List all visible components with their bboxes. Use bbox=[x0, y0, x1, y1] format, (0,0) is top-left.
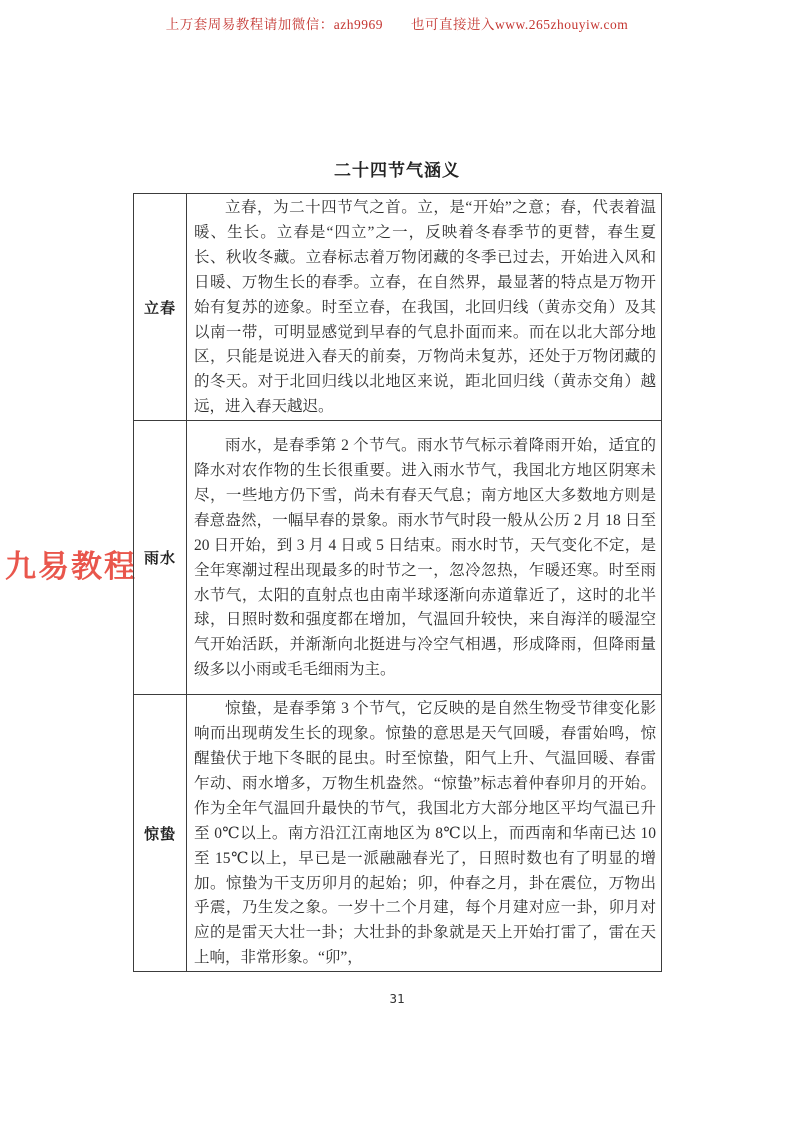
header-notice: 上万套周易教程请加微信：azh9969 也可直接进入www.265zhouyiw.com bbox=[165, 17, 629, 32]
table-row bbox=[134, 695, 662, 972]
watermark: 九易教程 bbox=[5, 549, 137, 585]
term-description-jingzhe: 惊蛰，是春季第 3 个节气，它反映的是自然生物受节律变化影响而出现萌发生长的现象。惊蛰的意思是天气回暖，春雷始鸣，惊醒蛰伏于地下冬眠的昆虫。时至惊蛰，阳气上升、气温回暖、春雷乍动、雨水增多，万物生机盎然。“惊蛰”标志着仲春卯月的开始。作为全年气温回升最快的节气，我国北方大部分地区平均气温已升至 0℃以上。南方沿江江南地区为 8℃以上，而西南和华南已达 10 至 15℃以上，早已是一派融融春光了，日照时数也有了明显的增加。惊蛰为干支历卯月的起始；卯，仲春之月，卦在震位，万物出乎震，乃生发之象。一岁十二个月建，每个月建对应一卦，卯月对应的是雷天大壮一卦；大壮卦的卦象就是天上开始打雷了，雷在天上响，非常形象。“卯”， bbox=[187, 695, 662, 972]
solar-terms-table bbox=[133, 193, 662, 972]
term-name-jingzhe: 惊蛰 bbox=[134, 695, 187, 972]
page-number: 31 bbox=[389, 991, 405, 1006]
page-title: 二十四节气涵义 bbox=[334, 161, 460, 181]
table-row bbox=[134, 421, 662, 695]
table-row bbox=[134, 194, 662, 421]
term-description-yushui: 雨水，是春季第 2 个节气。雨水节气标示着降雨开始，适宜的降水对农作物的生长很重要。进入雨水节气，我国北方地区阴寒未尽，一些地方仍下雪，尚未有春天气息；南方地区大多数地方则是春意盎然，一幅早春的景象。雨水节气时段一般从公历 2 月 18 日至 20 日开始，到 3 月 4 日或 5 日结束。雨水时节，天气变化不定，是全年寒潮过程出现最多的时节之一，忽冷忽热，乍暖还寒。时至雨水节气，太阳的直射点也由南半球逐渐向赤道靠近了，这时的北半球，日照时数和强度都在增加，气温回升较快，来自海洋的暖湿空气开始活跃，并渐渐向北挺进与冷空气相遇，形成降雨，但降雨量级多以小雨或毛毛细雨为主。 bbox=[187, 421, 662, 695]
term-name-lichun: 立春 bbox=[134, 194, 187, 421]
term-description-lichun: 立春，为二十四节气之首。立，是“开始”之意；春，代表着温暖、生长。立春是“四立”之一，反映着冬春季节的更替，春生夏长、秋收冬藏。立春标志着万物闭藏的冬季已过去，开始进入风和日暖、万物生长的春季。立春，在自然界，最显著的特点是万物开始有复苏的迹象。时至立春，在我国，北回归线（黄赤交角）及其以南一带，可明显感觉到早春的气息扑面而来。而在以北大部分地区，只能是说进入春天的前奏，万物尚未复苏，还处于万物闭藏的的冬天。对于北回归线以北地区来说，距北回归线（黄赤交角）越远，进入春天越迟。 bbox=[187, 194, 662, 421]
term-name-yushui: 雨水 bbox=[134, 421, 187, 695]
